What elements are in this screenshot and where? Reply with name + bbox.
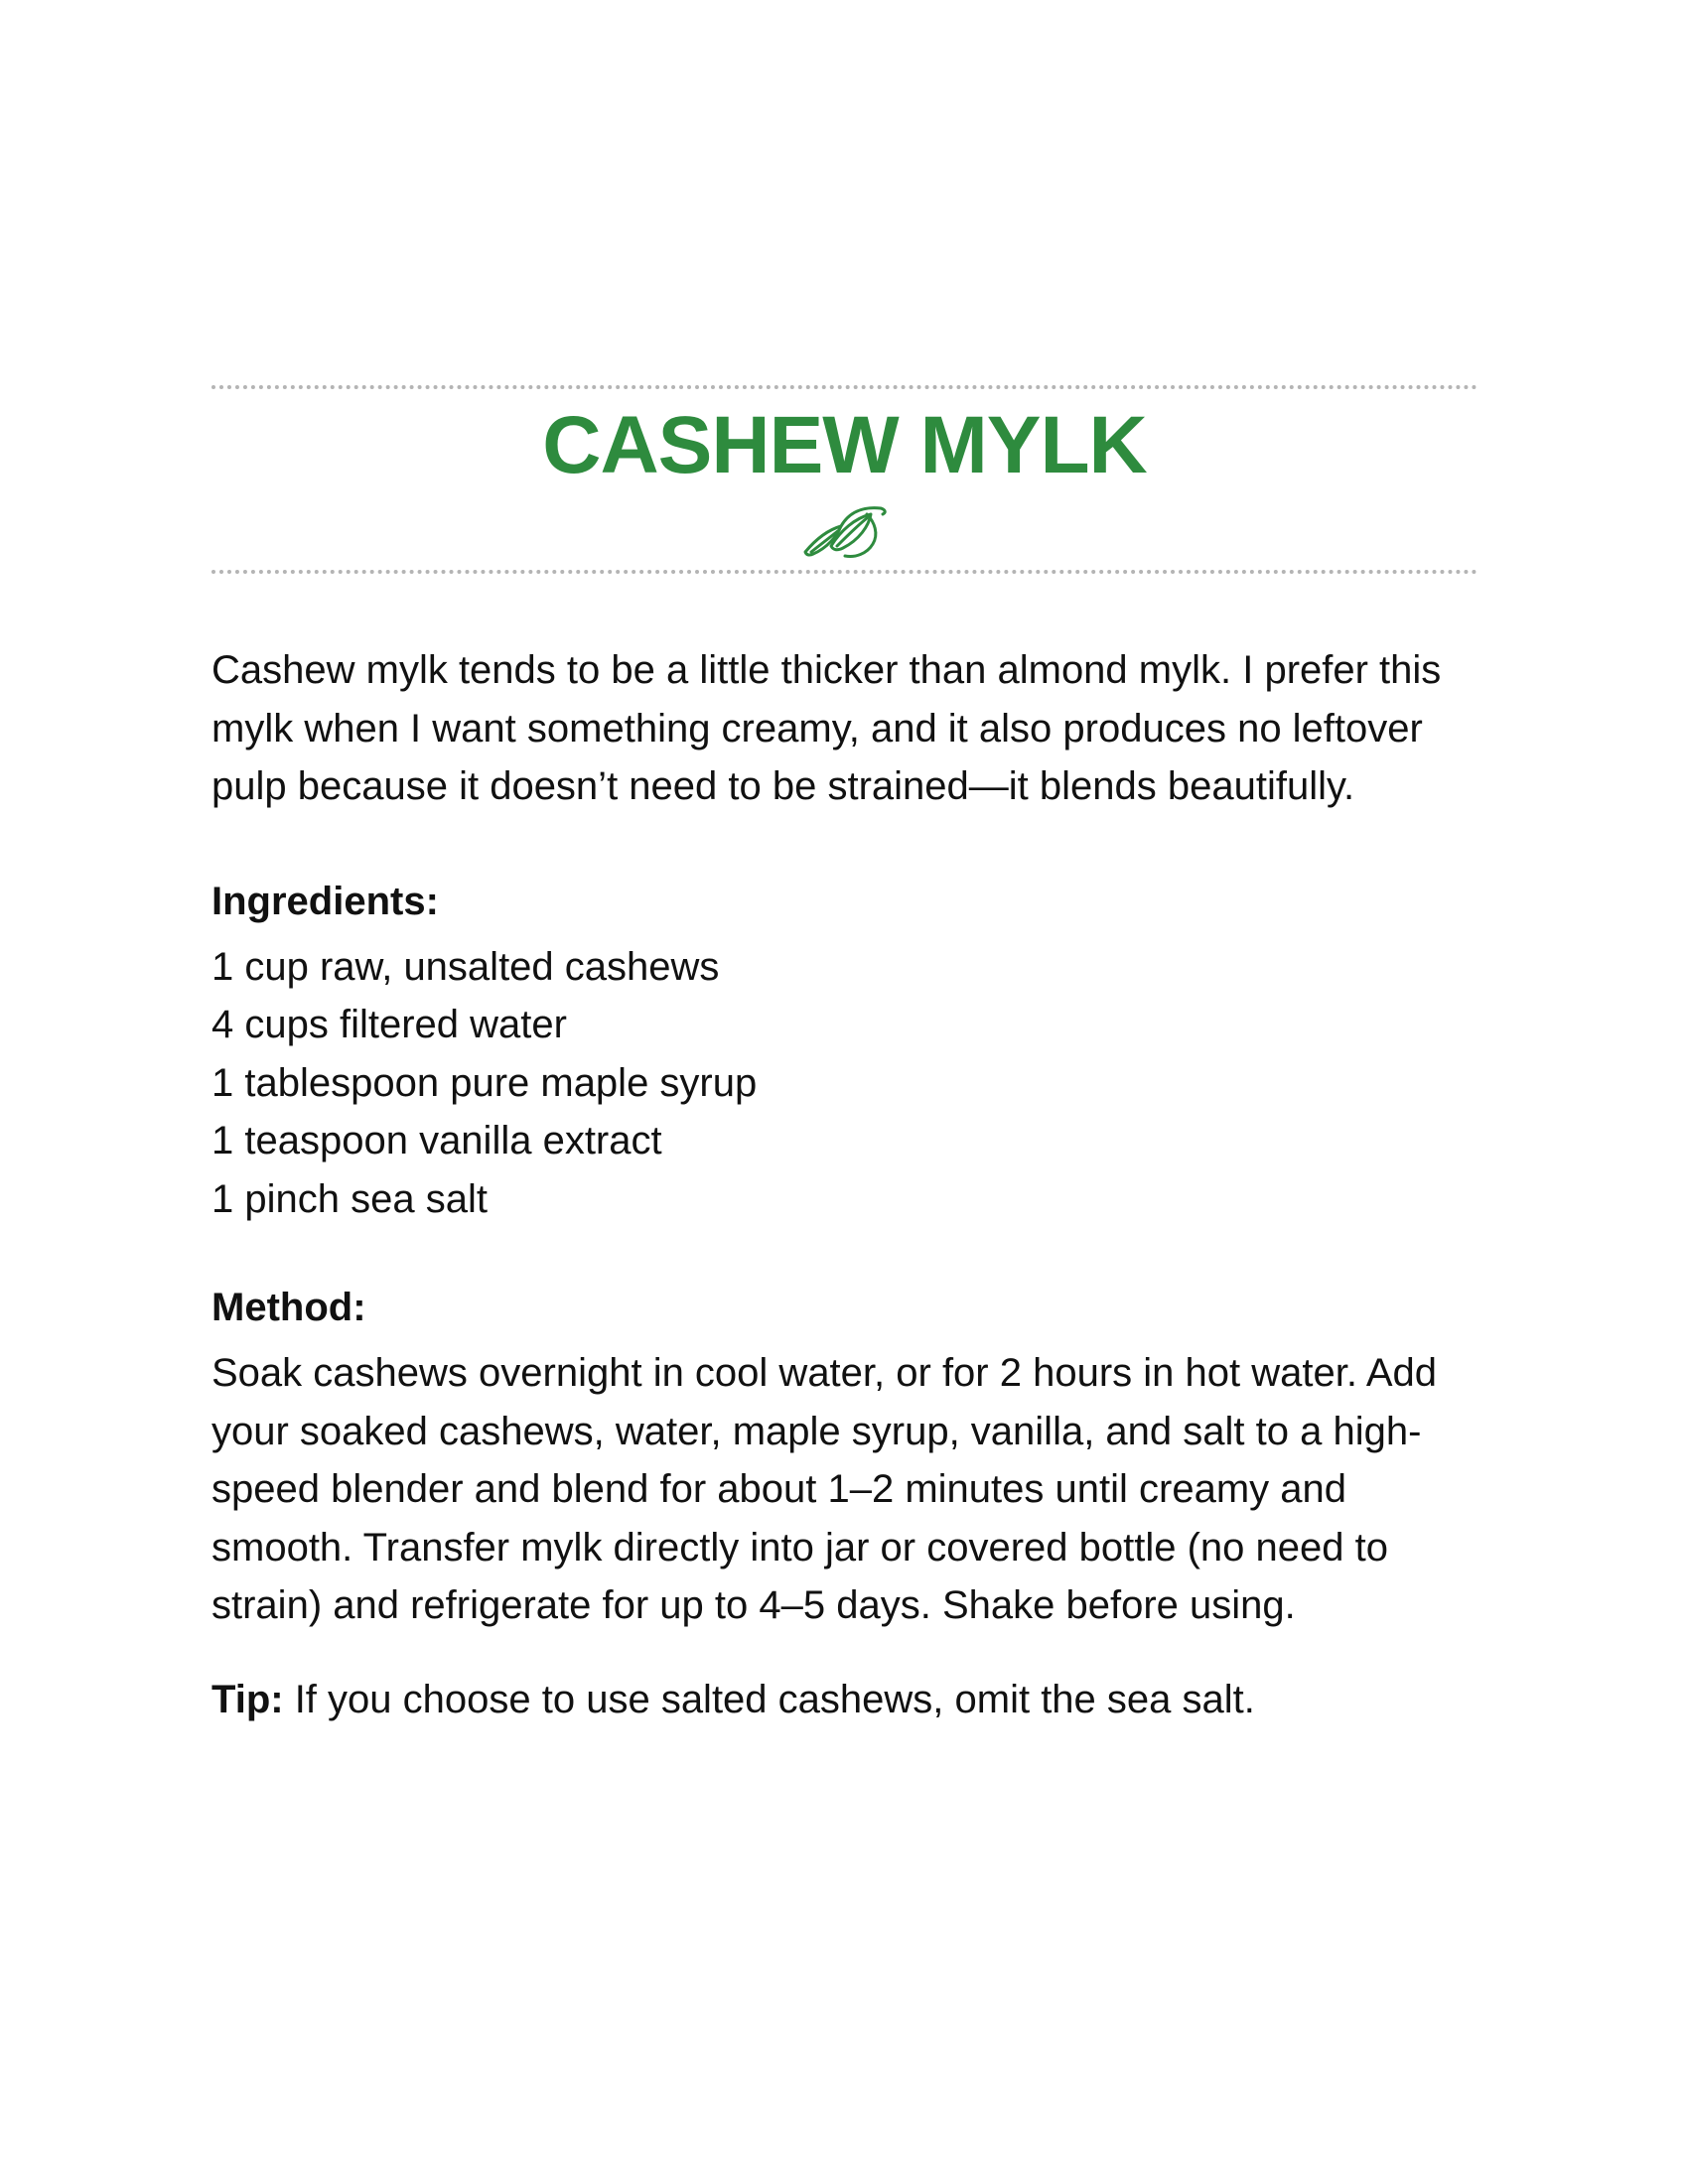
recipe-title: CASHEW MYLK: [542, 400, 1147, 490]
tip-paragraph: [211, 1671, 1477, 1728]
ingredients-heading: Ingredients:: [211, 879, 439, 923]
bottom-dotted-rule: [211, 570, 1477, 574]
recipe-page: [211, 385, 1477, 1728]
ingredient-item: 1 cup raw, unsalted cashews: [211, 944, 720, 989]
tip-label: Tip:: [211, 1677, 284, 1721]
ingredient-item: 1 pinch sea salt: [211, 1176, 488, 1221]
method-heading: Method:: [211, 1286, 366, 1329]
ingredient-item: 4 cups filtered water: [211, 1003, 567, 1046]
method-paragraph: Soak cashews overnight in cool water, or for 2 hours in hot water. Add your soaked cashews, water, maple syrup, vanilla, and salt to a high-speed blender and blend for about 1–2 minutes until creamy and smooth. Transfer mylk directly into jar or covered bottle (no need to strain) and refrigerate for up to 4–5 days. Shake before using.: [211, 1351, 1438, 1627]
ingredient-item: 1 tablespoon pure maple syrup: [211, 1060, 758, 1105]
intro-paragraph: Cashew mylk tends to be a little thicker than almond mylk. I prefer this mylk when I want something creamy, and it also produces no leftover pulp because it doesn’t need to be strained—it blends beautifully.: [211, 648, 1442, 808]
ingredient-list: [211, 938, 1477, 1229]
ingredient-item: 1 teaspoon vanilla extract: [211, 1119, 662, 1162]
top-dotted-rule: [211, 385, 1477, 389]
tip-text: If you choose to use salted cashews, omit the sea salt.: [283, 1677, 1255, 1721]
leaf-flourish-icon: [797, 500, 893, 564]
